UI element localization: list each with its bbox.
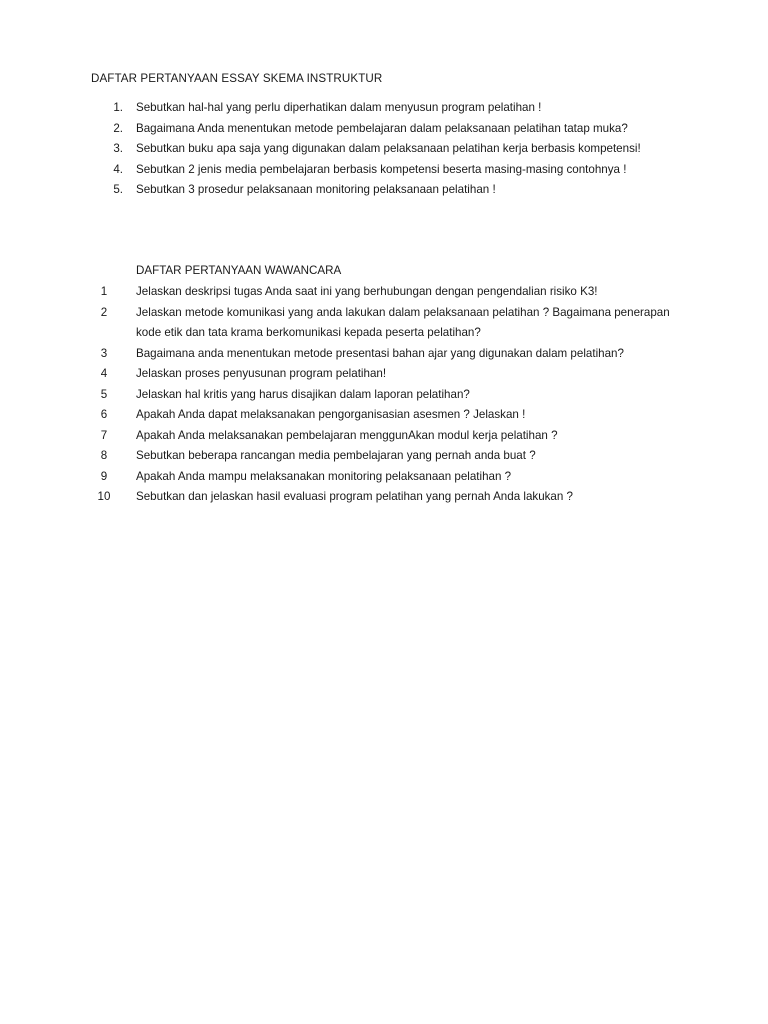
question-text: Sebutkan hal-hal yang perlu diperhatikan dalam menyusun program pelatihan !: [136, 101, 542, 114]
essay-question-4: [91, 160, 691, 181]
question-text: Jelaskan deskripsi tugas Anda saat ini yang berhubungan dengan pengendalian risiko K3!: [136, 285, 598, 298]
wawancara-question-list: [91, 282, 691, 508]
question-text: Sebutkan dan jelaskan hasil evaluasi program pelatihan yang pernah Anda lakukan ?: [136, 490, 574, 503]
question-number: 2: [100, 305, 108, 319]
question-number: 9: [100, 469, 108, 483]
question-text: Sebutkan beberapa rancangan media pembelajaran yang pernah anda buat ?: [136, 449, 536, 462]
question-number: 10: [97, 490, 111, 503]
wawancara-question-2: [91, 303, 691, 344]
question-text: Apakah Anda mampu melaksanakan monitoring pelaksanaan pelatihan ?: [136, 469, 512, 483]
wawancara-question-10: [91, 487, 691, 508]
essay-question-list: [91, 98, 691, 201]
question-number: 2.: [113, 121, 123, 135]
question-number: 5: [100, 387, 108, 401]
question-text: Sebutkan 2 jenis media pembelajaran berbasis kompetensi beserta masing-masing contohnya !: [136, 162, 627, 176]
question-number: 1.: [113, 101, 123, 114]
wawancara-question-8: [91, 446, 691, 467]
essay-question-1: [91, 98, 691, 119]
question-text: Jelaskan hal kritis yang harus disajikan dalam laporan pelatihan?: [136, 387, 470, 401]
question-text: Jelaskan proses penyusunan program pelatihan!: [136, 367, 387, 380]
essay-question-2: [91, 119, 691, 140]
question-number: 6: [100, 408, 108, 421]
question-number: 3: [100, 346, 108, 360]
question-number: 5.: [113, 183, 123, 196]
question-text: Bagaimana Anda menentukan metode pembelajaran dalam pelaksanaan pelatihan tatap muka?: [136, 121, 628, 135]
wawancara-section-title: DAFTAR PERTANYAAN WAWANCARA: [136, 264, 342, 277]
wawancara-question-6: [91, 405, 691, 426]
wawancara-question-9: [91, 467, 691, 488]
wawancara-question-4: [91, 364, 691, 385]
question-number: 7: [100, 428, 108, 442]
question-number: 8: [100, 449, 108, 462]
question-text: Apakah Anda dapat melaksanakan pengorganisasian asesmen ? Jelaskan !: [136, 408, 526, 421]
essay-question-5: [91, 180, 691, 201]
essay-question-3: [91, 139, 691, 160]
wawancara-question-1: [91, 282, 691, 303]
question-number: 1: [100, 285, 108, 298]
question-text: Apakah Anda melaksanakan pembelajaran menggunAkan modul kerja pelatihan ?: [136, 428, 558, 442]
essay-section-title: DAFTAR PERTANYAAN ESSAY SKEMA INSTRUKTUR: [91, 72, 383, 85]
wawancara-question-3: [91, 344, 691, 365]
question-text: Sebutkan buku apa saja yang digunakan dalam pelaksanaan pelatihan kerja berbasis kompetensi!: [136, 142, 641, 155]
wawancara-question-7: [91, 426, 691, 447]
question-text: Sebutkan 3 prosedur pelaksanaan monitoring pelaksanaan pelatihan !: [136, 183, 496, 196]
question-number: 4.: [113, 162, 123, 176]
question-number: 4: [100, 367, 108, 380]
question-text: Jelaskan metode komunikasi yang anda lakukan dalam pelaksanaan pelatihan ? Bagaimana penerapan kode etik dan tata krama berkomunikasi kepada peserta pelatihan?: [136, 305, 670, 339]
question-number: 3.: [113, 142, 123, 155]
question-text: Bagaimana anda menentukan metode presentasi bahan ajar yang digunakan dalam pelatihan?: [136, 346, 624, 360]
wawancara-question-5: [91, 385, 691, 406]
